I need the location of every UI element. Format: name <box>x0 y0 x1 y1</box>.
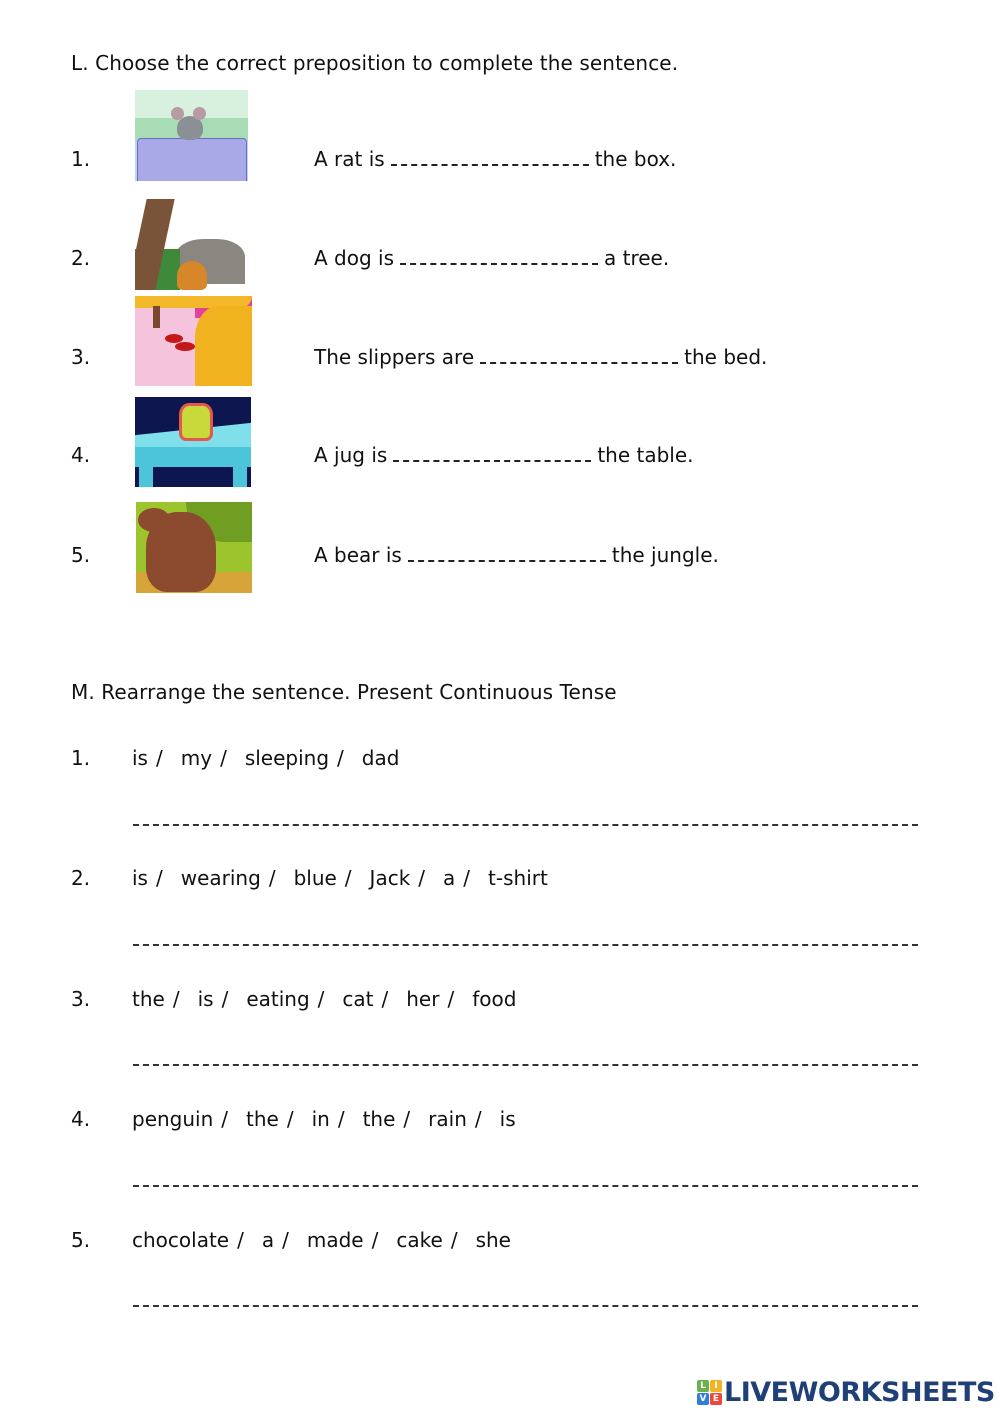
answer-blank[interactable] <box>391 150 589 166</box>
slash: / <box>268 866 276 890</box>
live-blocks-icon <box>697 1380 722 1405</box>
jug-on-table-image <box>135 397 251 487</box>
slash: / <box>172 987 180 1011</box>
word: her <box>406 987 440 1011</box>
logo-text: LIVEWORKSHEETS <box>724 1377 995 1408</box>
item-number: 1. <box>71 147 91 171</box>
word: the <box>246 1107 279 1131</box>
sentence-after: the bed. <box>684 345 768 369</box>
word: eating <box>246 987 310 1011</box>
dog-under-tree-image <box>135 199 251 290</box>
sentence-2 <box>314 246 669 270</box>
word: my <box>180 746 213 770</box>
slash: / <box>381 987 389 1011</box>
word: penguin <box>132 1107 214 1131</box>
slippers-under-bed-image <box>135 296 252 386</box>
slash: / <box>344 866 352 890</box>
answer-blank[interactable] <box>400 249 598 265</box>
word: she <box>475 1228 511 1252</box>
slash: / <box>317 987 325 1011</box>
sentence-before: A dog is <box>314 246 394 270</box>
word-list-5 <box>132 1228 511 1252</box>
word: the <box>132 987 165 1011</box>
section-m-heading: M. Rearrange the sentence. Present Continuous Tense <box>71 680 617 704</box>
slash: / <box>155 746 163 770</box>
word: Jack <box>369 866 411 890</box>
slash: / <box>155 866 163 890</box>
liveworksheets-logo <box>697 1377 995 1408</box>
slash: / <box>403 1107 411 1131</box>
word: a <box>443 866 456 890</box>
item-number: 2. <box>71 246 91 270</box>
slash: / <box>282 1228 289 1252</box>
word-list-4 <box>132 1107 516 1131</box>
word: is <box>132 746 148 770</box>
sentence-before: A rat is <box>314 147 385 171</box>
word-list-3 <box>132 987 516 1011</box>
word: is <box>132 866 148 890</box>
item-number: 2. <box>71 866 91 890</box>
slash: / <box>371 1228 379 1252</box>
answer-line-5[interactable] <box>133 1305 918 1307</box>
slash: / <box>221 987 229 1011</box>
item-number: 3. <box>71 987 91 1011</box>
sentence-before: A bear is <box>314 543 402 567</box>
slash: / <box>474 1107 482 1131</box>
slash: / <box>450 1228 458 1252</box>
slash: / <box>221 1107 229 1131</box>
word: food <box>472 987 517 1011</box>
sentence-before: The slippers are <box>314 345 475 369</box>
item-number: 3. <box>71 345 91 369</box>
logo-block: L <box>697 1380 709 1392</box>
word: is <box>197 987 214 1011</box>
item-number: 5. <box>71 1228 91 1252</box>
sentence-after: the table. <box>597 443 694 467</box>
sentence-after: the box. <box>594 147 677 171</box>
slash: / <box>447 987 455 1011</box>
word: cake <box>396 1228 443 1252</box>
sentence-after: the jungle. <box>611 543 719 567</box>
slash: / <box>418 866 426 890</box>
answer-blank[interactable] <box>408 546 606 562</box>
sentence-after: a tree. <box>604 246 670 270</box>
logo-block: I <box>710 1380 722 1392</box>
item-number: 4. <box>71 1107 91 1131</box>
item-number: 4. <box>71 443 91 467</box>
word-list-1 <box>132 746 399 770</box>
slash: / <box>463 866 471 890</box>
word: is <box>499 1107 516 1131</box>
item-number: 1. <box>71 746 91 770</box>
word: sleeping <box>244 746 330 770</box>
word: dad <box>361 746 400 770</box>
slash: / <box>237 1228 244 1252</box>
word: blue <box>293 866 337 890</box>
word: the <box>362 1107 396 1131</box>
word: t-shirt <box>488 866 548 890</box>
answer-line-4[interactable] <box>133 1185 918 1187</box>
sentence-3 <box>314 345 767 369</box>
logo-block: E <box>710 1393 722 1405</box>
logo-block: V <box>697 1393 709 1405</box>
slash: / <box>337 746 344 770</box>
answer-line-1[interactable] <box>133 824 918 826</box>
sentence-1 <box>314 147 676 171</box>
answer-line-2[interactable] <box>133 944 918 946</box>
word: cat <box>342 987 374 1011</box>
word: a <box>261 1228 275 1252</box>
word: wearing <box>180 866 261 890</box>
answer-blank[interactable] <box>393 446 591 462</box>
word-list-2 <box>132 866 548 890</box>
word: made <box>306 1228 364 1252</box>
word: rain <box>428 1107 467 1131</box>
item-number: 5. <box>71 543 91 567</box>
sentence-5 <box>314 543 719 567</box>
word: in <box>311 1107 330 1131</box>
slash: / <box>286 1107 294 1131</box>
answer-blank[interactable] <box>480 348 678 364</box>
slash: / <box>337 1107 345 1131</box>
sentence-before: A jug is <box>314 443 388 467</box>
sentence-4 <box>314 443 694 467</box>
slash: / <box>220 746 227 770</box>
rat-on-box-image <box>135 90 248 181</box>
word: chocolate <box>132 1228 230 1252</box>
bear-in-jungle-image <box>136 502 252 593</box>
section-l-heading: L. Choose the correct preposition to complete the sentence. <box>71 51 679 75</box>
answer-line-3[interactable] <box>133 1064 918 1066</box>
